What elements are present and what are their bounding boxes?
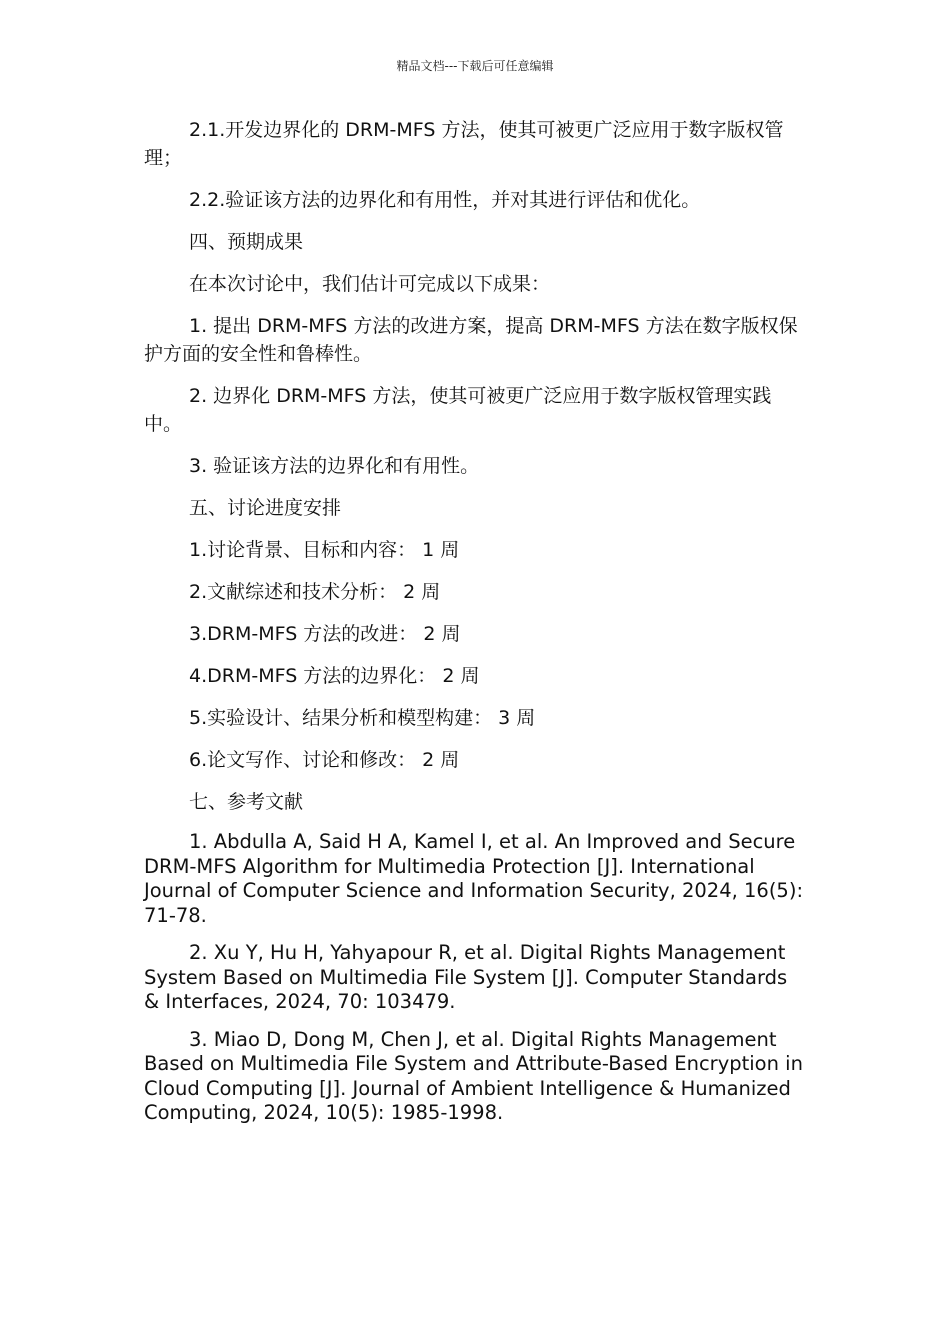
- schedule-item-1: 1.讨论背景、目标和内容： 1 周: [189, 539, 460, 561]
- reference-item-2: 2. Xu Y, Hu H, Yahyapour R, et al. Digital Rights Management System Based on Multimedia File System [J]. Computer Standards & Interfaces, 2024, 70: 103479.: [144, 941, 788, 1013]
- page-header: 精品文档---下载后可任意编辑: [396, 59, 554, 73]
- reference-item-3: 3. Miao D, Dong M, Chen J, et al. Digital Rights Management Based on Multimedia File System and Attribute-Based Encryption in Cloud Computing [J]. Journal of Ambient Intelligence & Humanized Computing, 2024, 10(5): 1985-1998.: [144, 1027, 803, 1124]
- section-heading-references: 七、参考文献: [189, 791, 304, 813]
- paragraph-result-1: 1. 提出 DRM-MFS 方法的改进方案，提高 DRM-MFS 方法在数字版权保护方面的安全性和鲁棒性。: [144, 315, 798, 365]
- paragraph-result-3: 3. 验证该方法的边界化和有用性。: [189, 455, 480, 477]
- schedule-item-5: 5.实验设计、结果分析和模型构建： 3 周: [189, 707, 536, 729]
- schedule-item-2: 2.文献综述和技术分析： 2 周: [189, 581, 441, 603]
- paragraph-results-intro: 在本次讨论中，我们估计可完成以下成果：: [189, 273, 551, 295]
- reference-item-1: 1. Abdulla A, Said H A, Kamel I, et al. An Improved and Secure DRM-MFS Algorithm for Multimedia Protection [J]. International Journal of Computer Science and Information Security, 2024, 16(5): 71-78.: [144, 830, 804, 927]
- section-heading-expected-results: 四、预期成果: [189, 231, 304, 253]
- schedule-item-4: 4.DRM-MFS 方法的边界化： 2 周: [189, 665, 480, 687]
- schedule-item-6: 6.论文写作、讨论和修改： 2 周: [189, 749, 460, 771]
- schedule-item-3: 3.DRM-MFS 方法的改进： 2 周: [189, 623, 461, 645]
- paragraph-goal-2-1: 2.1.开发边界化的 DRM-MFS 方法，使其可被更广泛应用于数字版权管理；: [144, 119, 784, 169]
- paragraph-result-2: 2. 边界化 DRM-MFS 方法，使其可被更广泛应用于数字版权管理实践中。: [144, 385, 772, 435]
- paragraph-goal-2-2: 2.2.验证该方法的边界化和有用性，并对其进行评估和优化。: [189, 189, 701, 211]
- section-heading-schedule: 五、讨论进度安排: [189, 497, 342, 519]
- document-body: [144, 116, 806, 1139]
